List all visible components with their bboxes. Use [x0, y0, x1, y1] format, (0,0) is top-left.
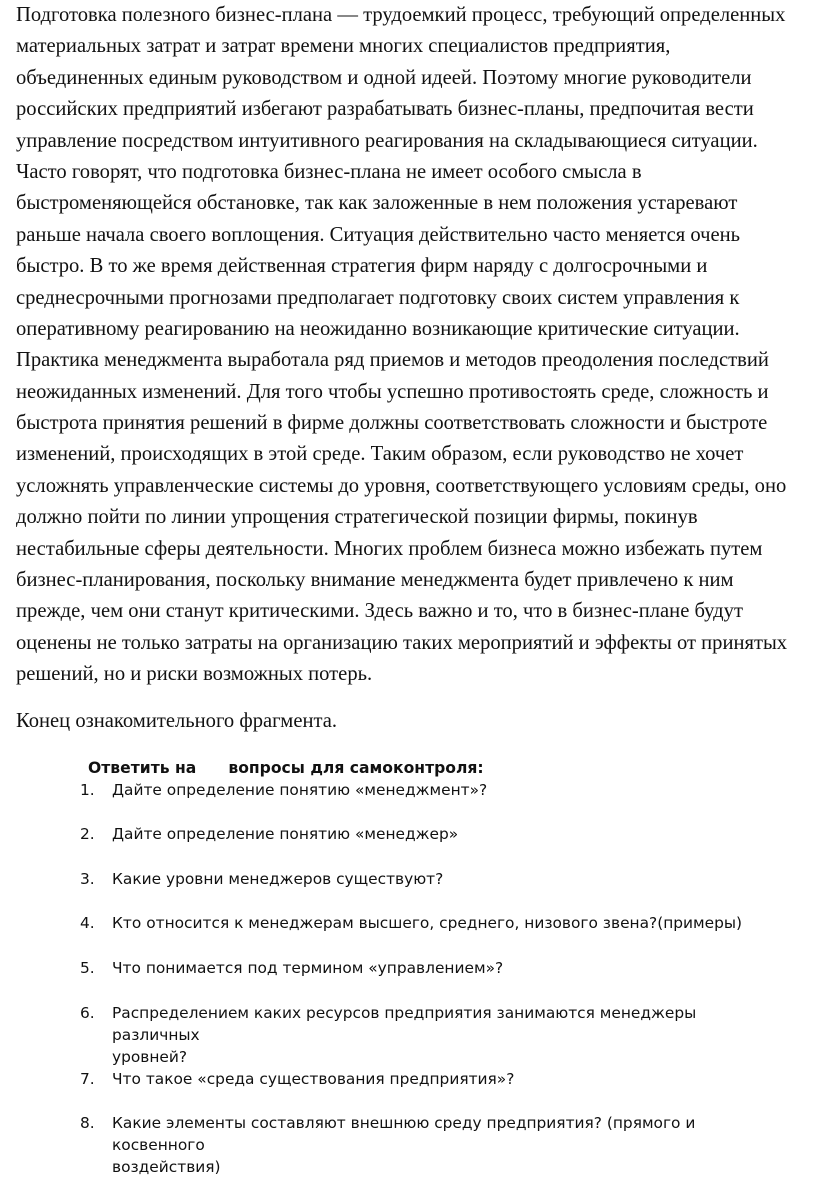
paragraph-line: Практика менеджмента выработала ряд приемов и методов преодоления последствий [16, 349, 769, 372]
main-paragraph [16, 0, 806, 691]
question-number: 5. [80, 959, 95, 977]
question-text: Что понимается под термином «управлением»? [112, 959, 504, 977]
question-text-continued: уровней? [112, 1048, 188, 1066]
paragraph-line: быстроменяющейся обстановке, так как заложенные в нем положения устаревают [16, 192, 738, 215]
question-number: 7. [80, 1070, 95, 1088]
paragraph-line: бизнес-планирования, поскольку внимание менеджмента будет привлечено к ним [16, 569, 734, 592]
questions-heading-part2: вопросы для самоконтроля: [228, 759, 484, 777]
paragraph-line: неожиданных изменений. Для того чтобы успешно противостоять среде, сложность и [16, 380, 769, 403]
paragraph-line: усложнять управленческие системы до уровня, соответствующего условиям среды, оно [16, 474, 787, 497]
paragraph-line: среднесрочными прогнозами предполагает подготовку своих систем управления к [16, 286, 740, 309]
question-text: Дайте определение понятию «менеджмент»? [112, 781, 488, 799]
paragraph-line: Подготовка полезного бизнес-плана — трудоемкий процесс, требующий определенных [16, 4, 786, 26]
question-text: Дайте определение понятию «менеджер» [112, 825, 459, 843]
question-item [80, 1068, 780, 1090]
paragraph-line: прежде, чем они станут критическими. Здесь важно и то, что в бизнес-плане будут [16, 600, 743, 623]
question-text: Распределением каких ресурсов предприятия занимаются менеджеры различных [112, 1004, 697, 1044]
end-of-fragment-note: Конец ознакомительного фрагмента. [16, 710, 338, 732]
question-number: 1. [80, 781, 95, 799]
question-item [80, 868, 780, 890]
paragraph-line: должно пойти по линии упрощения стратегической позиции фирмы, покинув [16, 506, 698, 529]
paragraph-line: управление посредством интуитивного реагирования на складывающиеся ситуации. [16, 129, 758, 152]
paragraph-line: материальных затрат и затрат времени многих специалистов предприятия, [16, 35, 671, 58]
paragraph-line: нестабильные сферы деятельности. Многих проблем бизнеса можно избежать путем [16, 537, 763, 560]
question-number: 4. [80, 914, 95, 932]
paragraph-line: объединенных единым руководством и одной идеей. Поэтому многие руководители [16, 66, 752, 89]
question-text: Что такое «среда существования предприятия»? [112, 1070, 515, 1088]
questions-heading-part1: Ответить на [88, 759, 197, 777]
question-item [80, 1112, 780, 1178]
question-number: 8. [80, 1114, 95, 1132]
paragraph-line: изменений, происходящих в этой среде. Таким образом, если руководство не хочет [16, 443, 744, 466]
question-number: 3. [80, 870, 95, 888]
question-item [80, 1002, 780, 1068]
question-item [80, 912, 780, 934]
paragraph-line: быстро. В то же время действенная стратегия фирм наряду с долгосрочными и [16, 255, 708, 278]
paragraph-line: быстрота принятия решений в фирме должны соответствовать сложности и быстроте [16, 412, 768, 435]
question-number: 6. [80, 1004, 95, 1022]
paragraph-line: российских предприятий избегают разрабатывать бизнес-планы, предпочитая вести [16, 98, 754, 121]
question-text: Какие уровни менеджеров существуют? [112, 870, 444, 888]
paragraph-line: оценены не только затраты на организацию таких мероприятий и эффекты от принятых [16, 631, 788, 654]
question-number: 2. [80, 825, 95, 843]
questions-heading [88, 756, 484, 780]
paragraph-line: оперативному реагированию на неожиданно возникающие критические ситуации. [16, 317, 740, 340]
question-item [80, 779, 780, 801]
question-text: Кто относится к менеджерам высшего, среднего, низового звена?(примеры) [112, 914, 743, 932]
question-text: Какие элементы составляют внешнюю среду предприятия? (прямого и косвенного [112, 1114, 696, 1154]
paragraph-line: решений, но и риски возможных потерь. [16, 663, 373, 686]
question-text-continued: воздействия) [112, 1158, 221, 1176]
question-item [80, 823, 780, 845]
paragraph-line: раньше начала своего воплощения. Ситуация действительно часто меняется очень [16, 223, 741, 246]
question-item [80, 957, 780, 979]
paragraph-line: Часто говорят, что подготовка бизнес-плана не имеет особого смысла в [16, 160, 642, 183]
